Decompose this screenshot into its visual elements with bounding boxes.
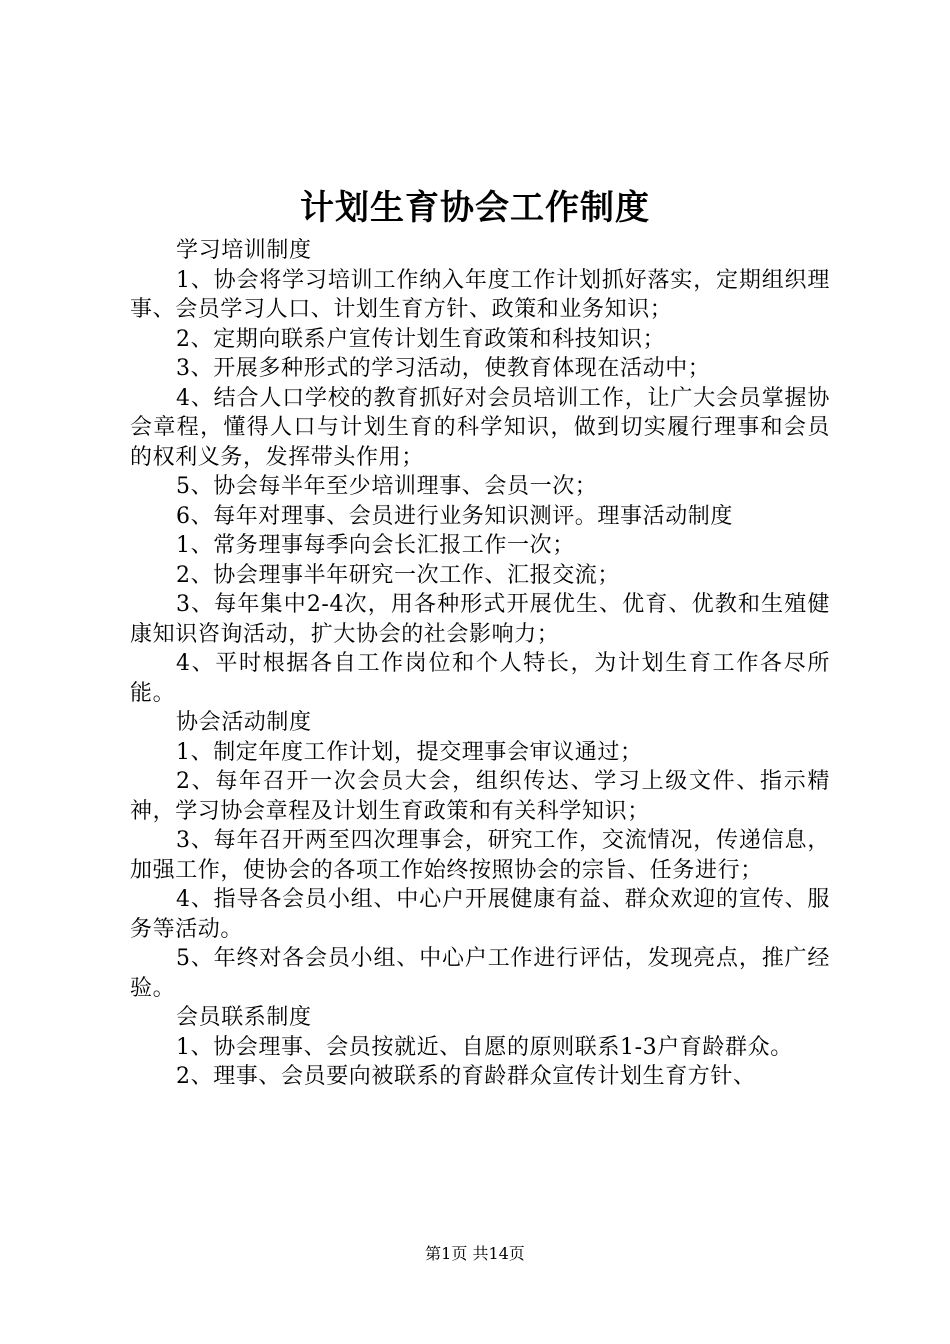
paragraph: 4、结合人口学校的教育抓好对会员培训工作，让广大会员掌握协会章程，懂得人口与计划生育的科学知识，做到切实履行理事和会员的权利义务，发挥带头作用；	[130, 385, 830, 470]
paragraph: 2、每年召开一次会员大会，组织传达、学习上级文件、指示精神，学习协会章程及计划生育政策和有关科学知识；	[130, 769, 830, 824]
section-heading-association-activity: 协会活动制度	[176, 710, 312, 735]
paragraph: 1、常务理事每季向会长汇报工作一次；	[176, 533, 575, 558]
paragraph: 2、定期向联系户宣传计划生育政策和科技知识；	[176, 326, 666, 352]
paragraph: 4、平时根据各自工作岗位和个人特长，为计划生育工作各尽所能。	[130, 651, 830, 706]
page-number-footer: 第1页 共14页	[425, 1244, 525, 1263]
section-heading-study-training: 学习培训制度	[176, 238, 312, 263]
paragraph: 1、制定年度工作计划，提交理事会审议通过；	[176, 739, 643, 765]
paragraph: 3、每年召开两至四次理事会，研究工作，交流情况，传递信息，加强工作，使协会的各项工作始终按照协会的宗旨、任务进行；	[130, 828, 830, 883]
paragraph: 5、年终对各会员小组、中心户工作进行评估，发现亮点，推广经验。	[130, 946, 830, 1001]
paragraph: 1、协会将学习培训工作纳入年度工作计划抓好落实，定期组织理事、会员学习人口、计划生育方针、政策和业务知识；	[130, 267, 830, 322]
paragraph: 3、每年集中2-4次，用各种形式开展优生、优育、优教和生殖健康知识咨询活动，扩大协会的社会影响力；	[130, 592, 830, 647]
paragraph: 1、协会理事、会员按就近、自愿的原则联系1-3户育龄群众。	[176, 1034, 793, 1060]
paragraph: 4、指导各会员小组、中心户开展健康有益、群众欢迎的宣传、服务等活动。	[130, 887, 830, 942]
paragraph: 3、开展多种形式的学习活动，使教育体现在活动中；	[176, 356, 711, 381]
document-title: 计划生育协会工作制度	[300, 188, 650, 228]
document-body	[130, 236, 830, 1092]
section-heading-member-contact: 会员联系制度	[176, 1005, 312, 1030]
paragraph: 2、协会理事半年研究一次工作、汇报交流；	[176, 562, 620, 588]
paragraph: 2、理事、会员要向被联系的育龄群众宣传计划生育方针、	[176, 1064, 756, 1089]
paragraph: 6、每年对理事、会员进行业务知识测评。理事活动制度	[176, 503, 733, 529]
paragraph: 5、协会每半年至少培训理事、会员一次；	[176, 474, 598, 499]
